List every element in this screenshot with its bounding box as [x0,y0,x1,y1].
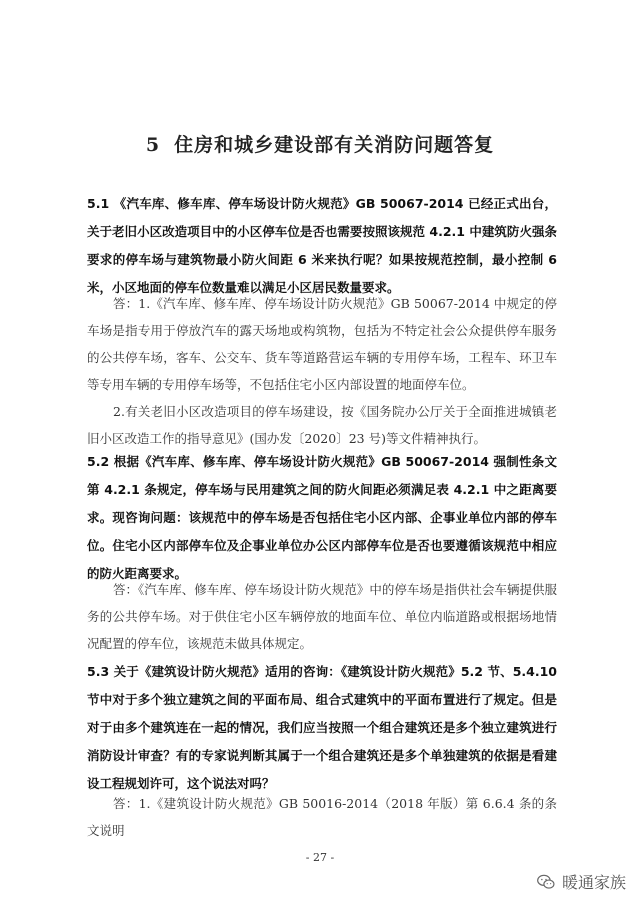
question-5-2: 5.2 根据《汽车库、修车库、停车场设计防火规范》GB 50067-2014 强制性条文第 4.2.1 条规定，停车场与民用建筑之间的防火间距必须满足表 4.2.1 中之距离要求。现咨询问题：该规范中的停车场是否包括住宅小区内部、企事业单位内部的停车位。住宅小区内部停车位及企事业单位办公区内部停车位是否也要遵循该规范中相应的防火距离要求。 [87,454,557,581]
answer-5-3-part-1: 答：1.《建筑设计防火规范》GB 50016-2014（2018 年版）第 6.6.4 条的条文说明 [87,796,557,838]
chapter-number: 5 [145,134,161,156]
chapter-title-text: 住房和城乡建设部有关消防问题答复 [174,134,495,156]
page-number: - 27 - [305,851,335,864]
answer-5-3 [87,790,557,844]
section-5-2 [87,448,557,588]
question-5-3: 5.3 关于《建筑设计防火规范》适用的咨询：《建筑设计防火规范》5.2 节、5.4.10 节中对于多个独立建筑之间的平面布局、组合式建筑中的平面布置进行了规定。但是对于由多个建筑连在一起的情况，我们应当按照一个组合建筑还是多个独立建筑进行消防设计审查？有的专家说判断其属于一个组合建筑还是多个单独建筑的依据是看建设工程规划许可，这个说法对吗？ [87,664,557,791]
question-5-1: 5.1 《汽车库、修车库、停车场设计防火规范》GB 50067-2014 已经正式出台，关于老旧小区改造项目中的小区停车位是否也需要按照该规范 4.2.1 中建筑防火强条要求的停车场与建筑物最小防火间距 6 米来执行呢？如果按规范控制，最小控制 6 米，小区地面的停车位数量难以满足小区居民数量要求。 [87,196,557,295]
watermark [536,870,626,893]
answer-5-1-part-1: 答：1.《汽车库、修车库、停车场设计防火规范》GB 50067-2014 中规定的停车场是指专用于停放汽车的露天场地或构筑物，包括为不特定社会公众提供停车服务的公共停车场，客车、公交车、货车等道路营运车辆的专用停车场，工程车、环卫车等专用车辆的专用停车场等，不包括住宅小区内部设置的地面停车位。 [87,296,557,392]
answer-5-2-part-1: 答：《汽车库、修车库、停车场设计防火规范》中的停车场是指供社会车辆提供服务的公共停车场。对于供住宅小区车辆停放的地面车位、单位内临道路或根据场地情况配置的停车位，该规范未做具体规定。 [87,582,557,651]
section-5-1 [87,190,557,302]
answer-5-1 [87,290,557,452]
answer-5-1-part-2: 2.有关老旧小区改造项目的停车场建设，按《国务院办公厅关于全面推进城镇老旧小区改造工作的指导意见》(国办发〔2020〕23 号)等文件精神执行。 [87,404,557,446]
answer-5-2 [87,576,557,657]
chapter-title [0,130,640,157]
watermark-text: 暖通家族 [561,873,626,892]
wechat-logo-icon [536,872,556,892]
section-5-3 [87,658,557,798]
